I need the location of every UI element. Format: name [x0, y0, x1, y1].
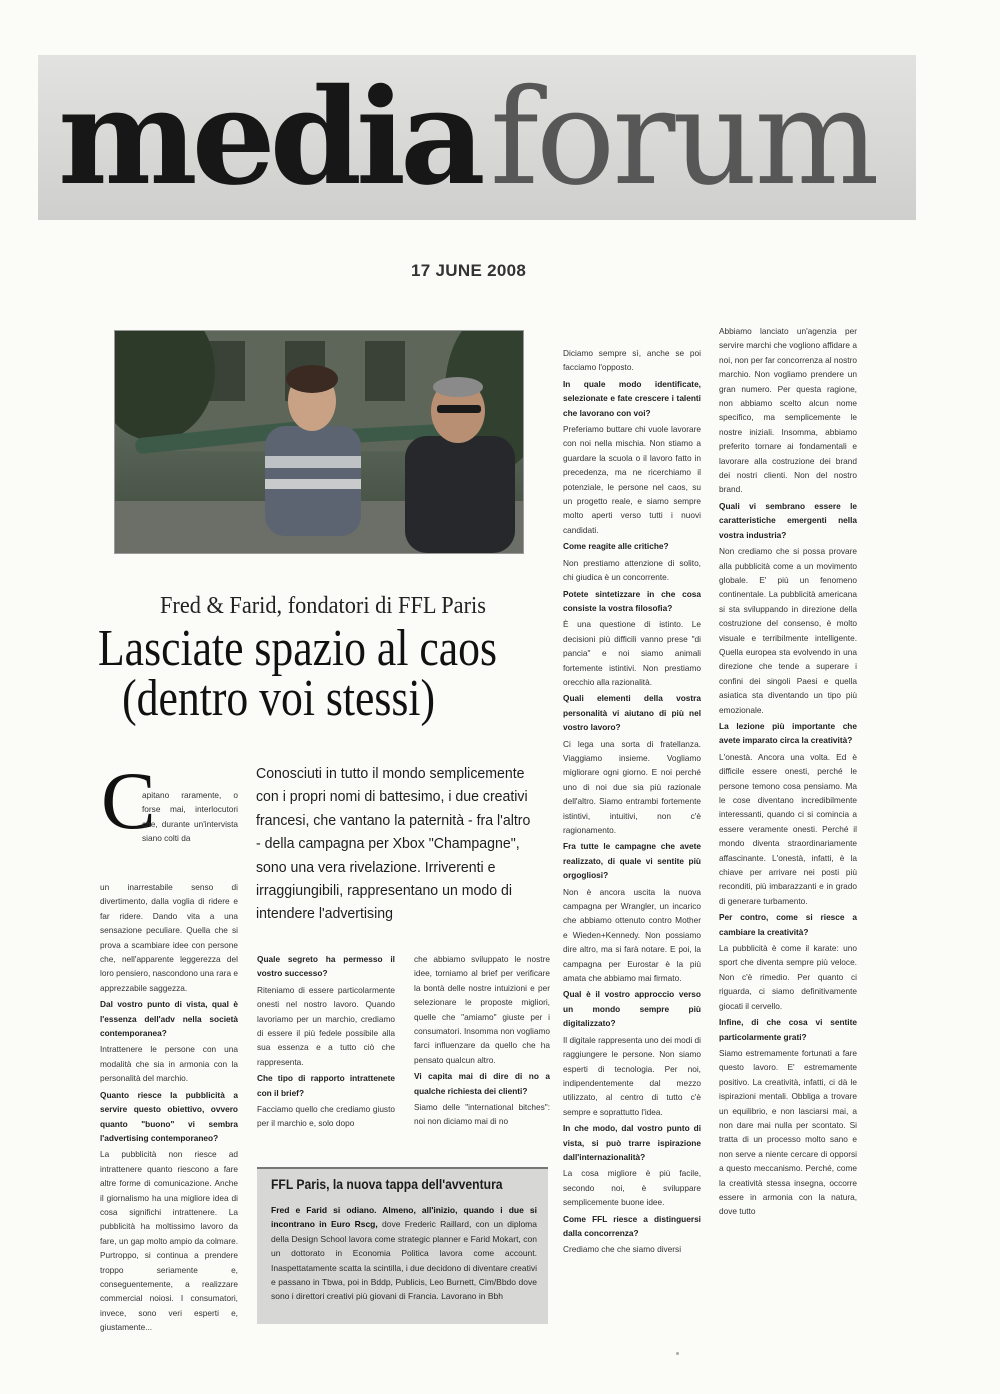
interview-question: Fra tutte le campagne che avete realizzato, di quale vi sentite più orgogliosi? [563, 841, 701, 881]
interview-question: Dal vostro punto di vista, qual è l'essenza dell'adv nella società contemporanea? [100, 999, 238, 1039]
headline-line-2: (dentro voi stessi) [122, 670, 436, 727]
interview-answer: Siamo estremamente fortunati a fare questo lavoro. E' estremamente positivo. La creatività, infatti, ci dà le ispirazioni mentali. Obbliga a trovare un equilibrio, e non lasciarsi mai, a non dare mai nulla per scontato. Si tratta di un processo molto sano e non serve a niente cercare di opporsi a questo meccanismo. Perché, come la creatività stessa insegna, occorre essere in armonia con la natura, dove tutto [719, 1047, 857, 1217]
interview-answer: La cosa migliore è più facile, secondo noi, è sviluppare semplicemente buone idee. [563, 1168, 701, 1208]
interview-answer: Facciamo quello che crediamo giusto per il marchio e, solo dopo [257, 1104, 395, 1129]
founders-photo [114, 330, 524, 554]
interview-answer: Crediamo che che siamo diversi [563, 1244, 682, 1255]
interview-answer: La pubblicità è come il karate: uno sport che diventa sempre più veloce. Non c'è rimedio. Per quanto ci riguarda, ci siamo definitivamente giocati il cervello. [719, 943, 857, 1011]
print-speck [676, 1352, 679, 1355]
sidebar-body: dove Frederic Raillard, con un diploma della Design School lavora come strategic planner e Farid Mokart, con un dottorato in Economia Politica lavora come account. Inaspettatamente scatta la scintilla, i due decidono di diventare creativi e passano in Tbwa, poi in Bddp, Publicis, Leo Burnett, Cim/Bbdo dove sono i direttori creativi più giovani di Francia. Lavorano in Bbh [271, 1219, 537, 1302]
drop-cap: C [101, 755, 156, 846]
masthead [38, 55, 916, 220]
column-4 [563, 346, 701, 1259]
article-headline [98, 620, 497, 727]
interview-answer: L'onestà. Ancora una volta. Ed è difficile essere onesti, perché le persone temono cosa pensiamo. Ma le cose diventano incredibilmente interessanti, quando ci si comincia a essere veramente onesti. Perché il mondo diventa straordinariamente affascinante. L'onestà, infatti, è la chiave per arrivare nei posti più reconditi, più imbarazzanti e in grado di generare turbamento. [719, 751, 857, 906]
interview-answer: che abbiamo sviluppato le nostre idee, torniamo al brief per verificare la bontà delle nostre intuizioni e per selezionare le proposte migliori, quelle che "amiamo" giuste per i consumatori. Insomma non vogliamo farci influenzare da quello che ha pensato qualcun altro. [414, 954, 550, 1065]
interview-answer: Il digitale rappresenta uno dei modi di raggiungere le persone. Non siamo esperti di tecnologia. Per noi, indipendentemente dal mezzo utilizzato, al centro di tutto c'è sempre e soprattutto l'idea. [563, 1034, 701, 1117]
interview-question: Infine, di che cosa vi sentite particolarmente grati? [719, 1017, 857, 1042]
column-1-intro: apitano raramente, o forse mai, interlocutori che, durante un'intervista siano colti da [142, 790, 238, 844]
interview-question: Quanto riesce la pubblicità a servire questo obiettivo, ovvero quanto "buono" vi sembra l'advertising contemporaneo? [100, 1089, 238, 1143]
masthead-forum-word: forum [490, 61, 877, 215]
interview-answer: Preferiamo buttare chi vuole lavorare con noi nella mischia. Non stiamo a guardare la scuola o il lavoro fatto in precedenza, ma ne ricerchiamo il potenziale, le persone nel caos, su un progetto reale, e siamo sempre molto aperti verso tutti i nuovi candidati. [563, 424, 701, 535]
founders-photo-image [115, 331, 523, 553]
masthead-media-word: media [58, 60, 480, 215]
interview-question: Che tipo di rapporto intrattenete con il brief? [257, 1073, 395, 1098]
article-lead: Conosciuti in tutto il mondo semplicemente con i propri nomi di battesimo, i due creativi francesi, che vantano la paternità - fra l'altro - della campagna per Xbox "Champagne", sono una vera rivelazione. Irriverenti e irraggiungibili, rappresentano un modo di intendere l'advertising [256, 765, 531, 923]
interview-answer: Non prestiamo attenzione di solito, chi giudica è un concorrente. [563, 557, 701, 583]
interview-answer: La pubblicità non riesce ad intrattenere quanto riescono a fare altre forme di comunicazione. Anche il giornalismo ha una migliore idea di cosa significhi intrattenere. La pubblicità ha moltissimo lavoro da fare, un gap molto ampio da colmare. Purtroppo, si continua a prendere troppo seriamente e, conseguentemente, a realizzare commercial noiosi. I consumatori, invece, sono veri esperti e, giustamente... [100, 1149, 238, 1333]
interview-question: In che modo, dal vostro punto di vista, si può trarre ispirazione dall'internazionalità? [563, 1123, 701, 1162]
column-3 [414, 952, 550, 1131]
publication-date: 17 JUNE 2008 [411, 261, 527, 280]
interview-question: Quale segreto ha permesso il vostro successo? [257, 954, 395, 979]
interview-question: Come FFL riesce a distinguersi dalla concorrenza? [563, 1213, 701, 1238]
interview-answer: Non crediamo che si possa provare alla pubblicità come a un movimento globale. E' più un fenomeno continentale. La pubblicità americana si sta sviluppando in direzione della costruzione del consenso, è molto visuale e terribilmente intelligente. Quella europea sta evolvendo in una direzione che tende a superare i confini dei singoli Paesi e quella asiatica sta diventando un tipo più emozionale. [719, 546, 857, 715]
interview-answer: Riteniamo di essere particolarmente onesti nel nostro lavoro. Quando lavoriamo per un marchio, crediamo di essere il più fedele possibile alla sua essenza e a tutto ciò che rappresenta. [257, 984, 395, 1067]
column-5 [719, 324, 857, 1221]
interview-question: In quale modo identificate, selezionate e fate crescere i talenti che lavorano con voi? [563, 378, 701, 418]
sidebar-title: FFL Paris, la nuova tappa dell'avventura [271, 1177, 503, 1192]
sidebar-intro: Fred e Farid si odiano. Almeno, all'inizio, quando i due si incontrano in Euro Rscg, [271, 1205, 537, 1230]
headline-line-1: Lasciate spazio al caos [98, 620, 497, 677]
interview-question: Potete sintetizzare in che cosa consiste la vostra filosofia? [563, 588, 701, 613]
sidebar-text [271, 1203, 537, 1304]
interview-answer: Diciamo sempre sì, anche se poi facciamo l'opposto. [563, 348, 701, 373]
article-kicker: Fred & Farid, fondatori di FFL Paris [160, 593, 486, 619]
interview-answer: Ci lega una sorta di fratellanza. Viaggiamo insieme. Vogliamo migliorare ogni giorno. E noi perché uno di noi due sia più razionale dell'altro. Siamo entrambi fortemente istintivi, intuitivi, non c'è ragionamento. [563, 738, 701, 835]
column-2 [257, 952, 395, 1133]
interview-answer: un inarrestabile senso di divertimento, dalla voglia di ridere e far ridere. Dando vita a una sensazione peculiare. Quella che si prova a scambiare idee con persone che, nell'apparente leggerezza del loro pensiero, nascondono una rara e apprezzabile saggezza. [100, 882, 238, 993]
interview-answer: Abbiamo lanciato un'agenzia per servire marchi che vogliono affidare a noi, non per far concorrenza al nostro marchio. Non vogliamo prendere un gran numero. Per questa ragione, non abbiamo scelto alcun nome specifico, ma semplicemente le nostre iniziali. Insomma, abbiamo preferito tornare ai fondamentali e lavorare alla costruzione dei brand dei nostri clienti. Non del nostro brand. [719, 326, 857, 495]
interview-question: Quali elementi della vostra personalità vi aiutano di più nel vostro lavoro? [563, 693, 701, 733]
interview-question: Quali vi sembrano essere le caratteristiche emergenti nella vostra industria? [719, 500, 857, 540]
interview-question: Vi capita mai di dire di no a qualche richiesta dei clienti? [414, 1071, 550, 1096]
interview-question: La lezione più importante che avete imparato circa la creatività? [719, 720, 857, 746]
interview-question: Come reagite alle critiche? [563, 541, 669, 552]
interview-answer: Non è ancora uscita la nuova campagna per Wrangler, un incarico che abbiamo ottenuto contro Mother e Wieden+Kennedy. Non possiamo dire altro, ma si farà notare. E poi, la campagna per Eurostar è la più amata che abbiamo mai firmato. [563, 886, 701, 984]
interview-question: Per contro, come si riesce a cambiare la creatività? [719, 912, 857, 937]
interview-answer: Intrattenere le persone con una modalità che sia in armonia con la personalità del marchio. [100, 1044, 238, 1084]
interview-answer: Siamo delle "international bitches": noi non diciamo mai di no [414, 1102, 550, 1127]
interview-question: Qual è il vostro approccio verso un mondo sempre più digitalizzato? [563, 989, 701, 1029]
column-1 [100, 880, 238, 1337]
sidebar-box [257, 1167, 548, 1324]
interview-answer: È una questione di istinto. Le decisioni più difficili vanno prese "di pancia" e noi siamo animali fortemente istintivi. Non prestiamo orecchio alla razionalità. [563, 619, 701, 687]
